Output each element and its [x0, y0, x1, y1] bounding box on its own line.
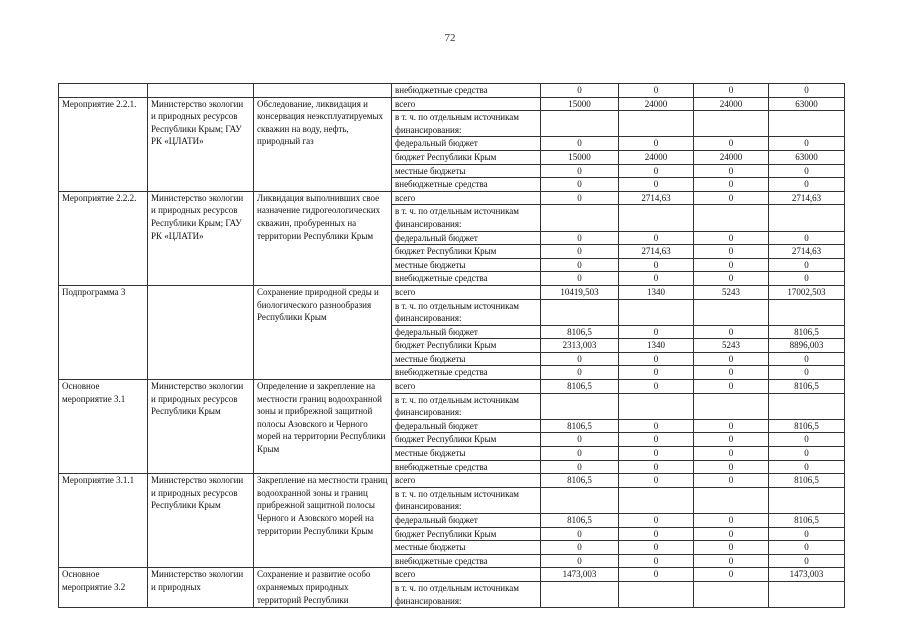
funding-source-cell: местные бюджеты	[392, 164, 541, 178]
value-cell: 0	[694, 366, 769, 380]
funding-source-cell: бюджет Республики Крым	[392, 245, 541, 259]
funding-source-cell: в т. ч. по отдельным источникам финансирования:	[392, 581, 541, 607]
value-cell: 0	[769, 447, 845, 461]
value-cell: 0	[769, 433, 845, 447]
value-cell	[541, 299, 619, 325]
funding-source-cell: в т. ч. по отдельным источникам финансирования:	[392, 111, 541, 137]
program-name-cell: Мероприятие 2.2.2.	[59, 191, 148, 285]
value-cell: 8106,5	[541, 380, 619, 394]
funding-source-cell: в т. ч. по отдельным источникам финансирования:	[392, 487, 541, 513]
funding-source-cell: бюджет Республики Крым	[392, 339, 541, 353]
value-cell: 0	[619, 541, 694, 555]
value-cell: 0	[619, 352, 694, 366]
value-cell: 0	[694, 84, 769, 98]
value-cell: 2714,63	[619, 191, 694, 205]
value-cell: 0	[619, 433, 694, 447]
table-row	[59, 380, 845, 394]
funding-source-cell: местные бюджеты	[392, 447, 541, 461]
funding-source-cell: внебюджетные средства	[392, 554, 541, 568]
value-cell: 0	[769, 527, 845, 541]
value-cell: 2313,003	[541, 339, 619, 353]
description-cell: Ликвидация выполнивших свое назначение гидрогеологических скважин, пробуренных на территории Республики Крым	[254, 191, 392, 285]
value-cell	[694, 111, 769, 137]
value-cell	[541, 581, 619, 607]
program-name-cell: Основное мероприятие 3.1	[59, 380, 148, 474]
funding-source-cell: внебюджетные средства	[392, 178, 541, 192]
value-cell: 2714,63	[769, 245, 845, 259]
funding-source-cell: всего	[392, 285, 541, 299]
value-cell: 2714,63	[619, 245, 694, 259]
value-cell: 0	[619, 366, 694, 380]
value-cell	[769, 299, 845, 325]
value-cell: 0	[694, 325, 769, 339]
value-cell: 0	[541, 554, 619, 568]
value-cell: 0	[541, 191, 619, 205]
value-cell: 0	[619, 137, 694, 151]
funding-source-cell: бюджет Республики Крым	[392, 527, 541, 541]
funding-source-cell: федеральный бюджет	[392, 514, 541, 528]
program-name-cell: Основное мероприятие 3.2	[59, 568, 148, 608]
executor-cell: Министерство экологии и природных ресурсов Республики Крым; ГАУ РК «ЦЛАТИ»	[148, 191, 254, 285]
value-cell: 0	[694, 419, 769, 433]
value-cell	[541, 205, 619, 231]
funding-source-cell: внебюджетные средства	[392, 460, 541, 474]
value-cell: 15000	[541, 97, 619, 111]
value-cell: 0	[694, 231, 769, 245]
value-cell	[619, 393, 694, 419]
funding-table-body	[59, 84, 845, 608]
value-cell: 0	[769, 554, 845, 568]
program-name-cell: Подпрограмма 3	[59, 285, 148, 379]
value-cell: 0	[769, 460, 845, 474]
funding-source-cell: федеральный бюджет	[392, 137, 541, 151]
value-cell: 0	[541, 352, 619, 366]
value-cell	[769, 393, 845, 419]
value-cell: 0	[619, 568, 694, 582]
funding-source-cell: внебюджетные средства	[392, 272, 541, 286]
value-cell: 0	[694, 527, 769, 541]
value-cell: 0	[769, 258, 845, 272]
value-cell: 8106,5	[541, 325, 619, 339]
value-cell: 0	[769, 137, 845, 151]
table-row	[59, 84, 845, 98]
funding-source-cell: бюджет Республики Крым	[392, 433, 541, 447]
value-cell: 5243	[694, 339, 769, 353]
value-cell: 0	[694, 433, 769, 447]
value-cell: 0	[694, 191, 769, 205]
value-cell: 0	[541, 460, 619, 474]
description-cell	[254, 84, 392, 98]
funding-source-cell: местные бюджеты	[392, 258, 541, 272]
value-cell: 0	[541, 527, 619, 541]
value-cell: 0	[619, 460, 694, 474]
value-cell: 0	[541, 84, 619, 98]
table-row	[59, 97, 845, 111]
funding-source-cell: всего	[392, 191, 541, 205]
value-cell	[769, 111, 845, 137]
value-cell: 0	[541, 447, 619, 461]
value-cell: 0	[769, 231, 845, 245]
value-cell: 0	[769, 272, 845, 286]
value-cell	[619, 111, 694, 137]
executor-cell: Министерство экологии и природных	[148, 568, 254, 608]
executor-cell	[148, 84, 254, 98]
value-cell	[694, 299, 769, 325]
value-cell: 0	[619, 527, 694, 541]
value-cell: 0	[619, 380, 694, 394]
value-cell: 0	[619, 231, 694, 245]
value-cell: 0	[619, 164, 694, 178]
value-cell: 0	[619, 514, 694, 528]
value-cell: 8106,5	[769, 419, 845, 433]
value-cell: 8896,003	[769, 339, 845, 353]
value-cell: 0	[619, 258, 694, 272]
value-cell: 0	[694, 164, 769, 178]
executor-cell	[148, 285, 254, 379]
value-cell: 0	[541, 164, 619, 178]
value-cell: 5243	[694, 285, 769, 299]
value-cell: 0	[541, 245, 619, 259]
value-cell: 0	[694, 178, 769, 192]
value-cell: 0	[541, 231, 619, 245]
program-name-cell: Мероприятие 2.2.1.	[59, 97, 148, 191]
funding-source-cell: федеральный бюджет	[392, 231, 541, 245]
description-cell: Закрепление на местности границ водоохранной зоны и границ прибрежной защитной полосы Черного и Азовского морей на территории Республики Крым	[254, 474, 392, 568]
funding-source-cell: внебюджетные средства	[392, 366, 541, 380]
funding-source-cell: местные бюджеты	[392, 541, 541, 555]
value-cell: 0	[619, 272, 694, 286]
value-cell: 0	[541, 258, 619, 272]
value-cell: 8106,5	[769, 380, 845, 394]
value-cell: 0	[769, 541, 845, 555]
value-cell: 0	[541, 178, 619, 192]
value-cell: 24000	[694, 150, 769, 164]
value-cell	[619, 581, 694, 607]
funding-source-cell: всего	[392, 97, 541, 111]
value-cell	[541, 393, 619, 419]
value-cell: 24000	[619, 97, 694, 111]
value-cell: 0	[694, 137, 769, 151]
value-cell: 15000	[541, 150, 619, 164]
value-cell	[769, 205, 845, 231]
value-cell: 8106,5	[769, 474, 845, 488]
value-cell: 0	[541, 366, 619, 380]
value-cell: 1473,003	[541, 568, 619, 582]
value-cell: 0	[541, 541, 619, 555]
value-cell	[619, 299, 694, 325]
value-cell: 63000	[769, 97, 845, 111]
value-cell: 0	[694, 554, 769, 568]
value-cell	[694, 393, 769, 419]
value-cell: 0	[619, 178, 694, 192]
table-row	[59, 191, 845, 205]
value-cell	[694, 205, 769, 231]
value-cell: 0	[619, 447, 694, 461]
value-cell: 24000	[619, 150, 694, 164]
value-cell: 0	[694, 272, 769, 286]
value-cell: 8106,5	[541, 474, 619, 488]
value-cell: 10419,503	[541, 285, 619, 299]
value-cell	[769, 487, 845, 513]
table-row	[59, 285, 845, 299]
executor-cell: Министерство экологии и природных ресурсов Республики Крым; ГАУ РК «ЦЛАТИ»	[148, 97, 254, 191]
value-cell: 0	[769, 164, 845, 178]
funding-source-cell: всего	[392, 568, 541, 582]
value-cell: 24000	[694, 97, 769, 111]
value-cell: 17002,503	[769, 285, 845, 299]
program-name-cell	[59, 84, 148, 98]
value-cell: 0	[619, 84, 694, 98]
value-cell	[541, 111, 619, 137]
value-cell: 0	[694, 541, 769, 555]
value-cell: 0	[694, 245, 769, 259]
value-cell: 0	[694, 474, 769, 488]
table-row	[59, 568, 845, 582]
value-cell	[619, 487, 694, 513]
value-cell: 0	[694, 568, 769, 582]
value-cell: 0	[541, 137, 619, 151]
value-cell: 0	[619, 325, 694, 339]
value-cell: 0	[694, 447, 769, 461]
page-number: 72	[444, 32, 456, 44]
funding-source-cell: в т. ч. по отдельным источникам финансирования:	[392, 205, 541, 231]
description-cell: Определение и закрепление на местности границ водоохранной зоны и прибрежной защитной полосы Азовского и Черного морей на территории Республики Крым	[254, 380, 392, 474]
funding-source-cell: всего	[392, 474, 541, 488]
value-cell	[619, 205, 694, 231]
value-cell: 0	[541, 433, 619, 447]
funding-source-cell: в т. ч. по отдельным источникам финансирования:	[392, 393, 541, 419]
value-cell: 1473,003	[769, 568, 845, 582]
value-cell	[694, 487, 769, 513]
value-cell: 8106,5	[769, 325, 845, 339]
value-cell: 8106,5	[541, 419, 619, 433]
value-cell	[769, 581, 845, 607]
value-cell: 1340	[619, 339, 694, 353]
value-cell: 0	[694, 514, 769, 528]
funding-source-cell: в т. ч. по отдельным источникам финансирования:	[392, 299, 541, 325]
funding-source-cell: местные бюджеты	[392, 352, 541, 366]
executor-cell: Министерство экологии и природных ресурсов Республики Крым	[148, 380, 254, 474]
funding-source-cell: федеральный бюджет	[392, 325, 541, 339]
value-cell: 0	[694, 352, 769, 366]
funding-source-cell: федеральный бюджет	[392, 419, 541, 433]
value-cell: 2714,63	[769, 191, 845, 205]
value-cell: 0	[694, 460, 769, 474]
value-cell: 0	[619, 554, 694, 568]
value-cell: 0	[769, 366, 845, 380]
value-cell	[541, 487, 619, 513]
funding-source-cell: бюджет Республики Крым	[392, 150, 541, 164]
value-cell: 0	[541, 272, 619, 286]
value-cell: 8106,5	[769, 514, 845, 528]
value-cell: 1340	[619, 285, 694, 299]
description-cell: Обследование, ликвидация и консервация неэксплуатируемых скважин на воду, нефть, природный газ	[254, 97, 392, 191]
value-cell: 0	[769, 178, 845, 192]
description-cell: Сохранение и развитие особо охраняемых природных территорий Республики	[254, 568, 392, 608]
value-cell: 0	[769, 84, 845, 98]
executor-cell: Министерство экологии и природных ресурсов Республики Крым	[148, 474, 254, 568]
table-row	[59, 474, 845, 488]
value-cell: 0	[694, 380, 769, 394]
description-cell: Сохранение природной среды и биологического разнообразия Республики Крым	[254, 285, 392, 379]
program-name-cell: Мероприятие 3.1.1	[59, 474, 148, 568]
value-cell: 0	[619, 474, 694, 488]
funding-source-cell: внебюджетные средства	[392, 84, 541, 98]
funding-table	[58, 83, 845, 608]
value-cell: 0	[769, 352, 845, 366]
value-cell: 0	[694, 258, 769, 272]
value-cell	[694, 581, 769, 607]
funding-source-cell: всего	[392, 380, 541, 394]
value-cell: 63000	[769, 150, 845, 164]
value-cell: 0	[619, 419, 694, 433]
value-cell: 8106,5	[541, 514, 619, 528]
